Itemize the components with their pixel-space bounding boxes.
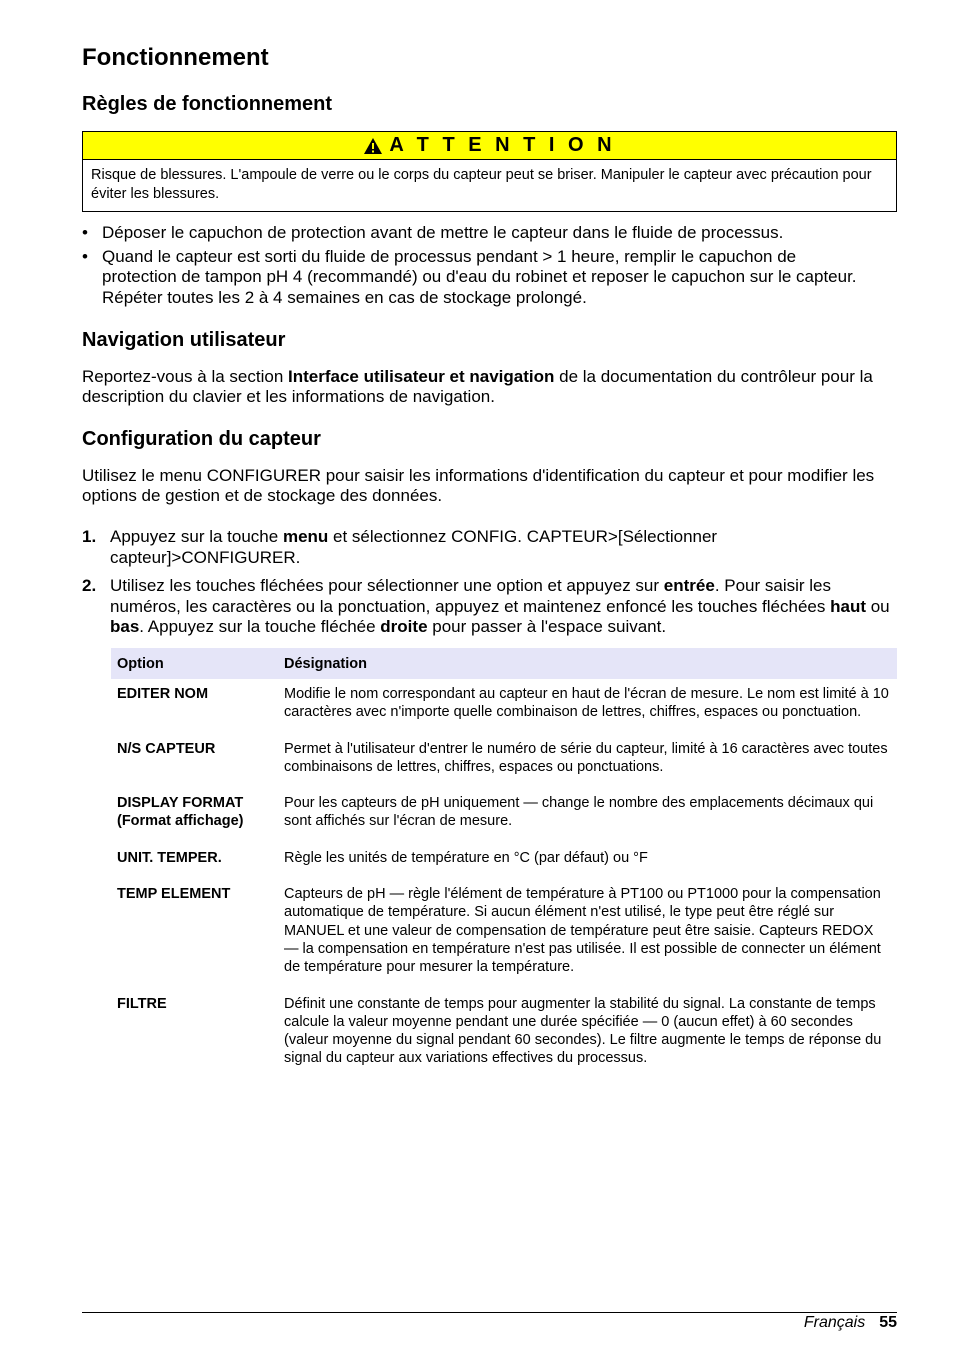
option-description: Règle les unités de température en °C (par défaut) ou °F <box>284 849 648 866</box>
option-description: Pour les capteurs de pH uniquement — change le nombre des emplacements décimaux qui sont affichés sur l'écran de mesure. <box>284 795 874 830</box>
attention-label: A T T E N T I O N <box>389 134 616 156</box>
option-name: N/S CAPTEUR <box>117 740 216 757</box>
section-heading-regles: Règles de fonctionnement <box>82 93 333 115</box>
table-row <box>111 879 897 988</box>
option-name: FILTRE <box>117 995 167 1012</box>
table-row <box>111 679 897 734</box>
column-header-option: Option <box>111 648 278 679</box>
page-title: Fonctionnement <box>82 44 269 71</box>
list-item: • Quand le capteur est sorti du fluide de processus pendant > 1 heure, remplir le capuchon de protection de tampon pH 4 (recommandé) ou d'eau du robinet et reposer le capuchon sur le capteur. Répéter toutes les 2 à 4 semaines en cas de stockage prolongé. <box>82 246 857 307</box>
bullet-icon: • <box>82 246 88 266</box>
table-row <box>111 734 897 789</box>
table-row <box>111 989 897 1080</box>
page-number: 55 <box>879 1314 897 1331</box>
footer-divider <box>82 1312 897 1313</box>
table-header-row <box>111 648 897 679</box>
table-row <box>111 843 897 879</box>
reference-section-name: Interface utilisateur et navigation <box>288 367 555 386</box>
steps-list <box>82 527 892 646</box>
option-name: EDITER NOM <box>117 686 209 702</box>
table-row <box>111 788 897 843</box>
step-item: 2. Utilisez les touches fléchées pour sélectionner une option et appuyez sur entrée. Pour saisir les numéros, les caractères ou la ponctuation, appuyez et maintenez enfoncé les touches fléchées haut ou bas. Appuyez sur la touche fléchée droite pour passer à l'espace suivant. <box>82 576 890 636</box>
attention-box <box>82 131 897 212</box>
navigation-paragraph: Reportez-vous à la section Interface utilisateur et navigation de la documentation du contrôleur pour la description du clavier et les informations de navigation. <box>82 367 873 406</box>
option-name: TEMP ELEMENT <box>117 886 231 903</box>
footer-language: Français <box>803 1314 866 1331</box>
option-description: Modifie le nom correspondant au capteur en haut de l'écran de mesure. Le nom est limité à 10 caractères avec n'importe quelle combinaison de lettres, chiffres, espaces ou ponctuation. <box>284 686 889 721</box>
page-footer <box>804 1313 897 1333</box>
rules-list <box>82 223 872 311</box>
step-number: 1. <box>82 527 97 546</box>
column-header-designation: Désignation <box>278 648 897 679</box>
step-item: 1. Appuyez sur la touche menu et sélectionnez CONFIG. CAPTEUR>[Sélectionner capteur]>CONFIGURER. <box>82 527 718 567</box>
option-description: Permet à l'utilisateur d'entrer le numéro de série du capteur, limité à 16 caractères avec toutes combinaisons de lettres, chiffres, espaces ou ponctuations. <box>284 740 888 775</box>
warning-triangle-icon <box>363 137 383 155</box>
configuration-intro: Utilisez le menu CONFIGURER pour saisir les informations d'identification du capteur et pour modifier les options de gestion et de stockage des données. <box>82 466 875 505</box>
attention-text: Risque de blessures. L'ampoule de verre ou le corps du capteur peut se briser. Manipuler le capteur avec précaution pour éviter les blessures. <box>91 167 872 202</box>
section-heading-configuration: Configuration du capteur <box>82 428 321 450</box>
option-name: UNIT. TEMPER. <box>117 849 222 866</box>
options-table <box>111 648 897 1080</box>
option-description: Définit une constante de temps pour augmenter la stabilité du signal. La constante de temps calcule la valeur moyenne pendant une durée spécifiée — 0 (aucun effet) à 60 secondes (valeur moyenne du signal pendant 60 secondes). Le filtre augmente le temps de réponse du signal du capteur aux variations effectives du processus. <box>284 995 882 1067</box>
step-number: 2. <box>82 576 97 595</box>
bullet-icon: • <box>82 223 88 242</box>
section-heading-navigation: Navigation utilisateur <box>82 329 286 351</box>
option-description: Capteurs de pH — règle l'élément de température à PT100 ou PT1000 pour la compensation automatique de température. Si aucun élément n'est utilisé, le type peut être réglé sur MANUEL et une valeur de compensation de température peut être saisie. Capteurs REDOX — la compensation en température n'est pas utilisée. Il est possible de connecter un élément de température pour mesurer la température. <box>284 886 881 976</box>
attention-header <box>83 132 896 160</box>
option-name: DISPLAY FORMAT (Format affichage) <box>117 795 244 830</box>
list-item: • Déposer le capuchon de protection avant de mettre le capteur dans le fluide de processus. <box>82 223 784 242</box>
